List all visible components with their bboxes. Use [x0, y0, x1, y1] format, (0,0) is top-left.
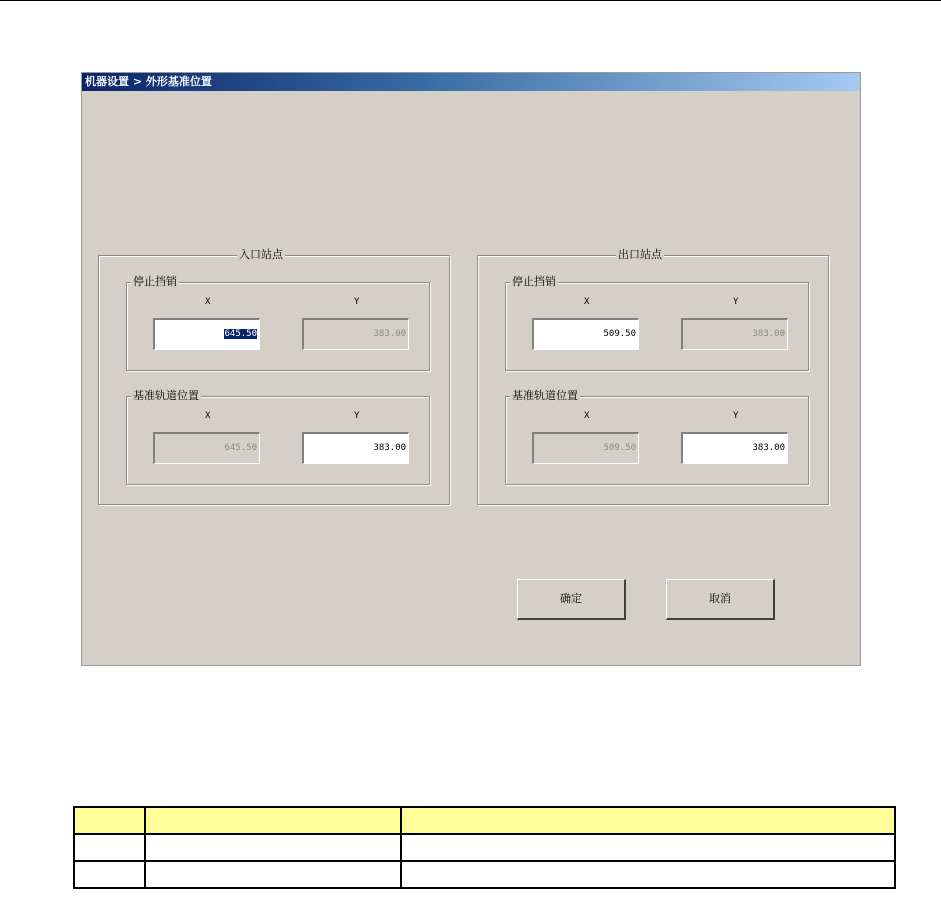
exit-ref-rail-x-input[interactable]: 509.50: [532, 432, 639, 464]
entry-ref-rail-x-label: X: [205, 411, 211, 421]
table-cell: [145, 807, 401, 834]
exit-stop-pin-group: [505, 275, 809, 371]
reference-table: [73, 806, 896, 889]
exit-station-title: 出口站点: [618, 248, 662, 261]
exit-stop-pin-y-label: Y: [733, 297, 739, 307]
table-cell: [401, 861, 895, 888]
entry-stop-pin-y-label: Y: [354, 297, 360, 307]
table-cell: [74, 861, 145, 888]
table-row: [74, 834, 895, 861]
exit-stop-pin-y-input[interactable]: 383.00: [681, 318, 788, 350]
entry-ref-rail-group: [126, 389, 430, 485]
entry-ref-rail-x-input[interactable]: 645.50: [153, 432, 260, 464]
table-cell: [401, 834, 895, 861]
exit-stop-pin-x-input[interactable]: 509.50: [532, 318, 639, 350]
exit-station-group: [477, 248, 829, 505]
entry-stop-pin-y-input[interactable]: 383.00: [302, 318, 409, 350]
entry-station-title: 入口站点: [239, 248, 283, 261]
exit-stop-pin-x-label: X: [584, 297, 590, 307]
entry-ref-rail-y-input[interactable]: 383.00: [302, 432, 409, 464]
entry-ref-rail-title: 基准轨道位置: [133, 389, 199, 402]
table-cell: [145, 834, 401, 861]
cancel-button[interactable]: 取消: [666, 579, 775, 620]
entry-stop-pin-group: [126, 275, 430, 371]
exit-ref-rail-y-input[interactable]: 383.00: [681, 432, 788, 464]
page-top-rule: [0, 0, 941, 1]
table-cell: [74, 834, 145, 861]
exit-ref-rail-group: [505, 389, 809, 485]
exit-ref-rail-title: 基准轨道位置: [512, 389, 578, 402]
entry-stop-pin-x-input[interactable]: 645.50: [153, 318, 260, 350]
exit-ref-rail-x-label: X: [584, 411, 590, 421]
table-cell: [74, 807, 145, 834]
table-row: [74, 861, 895, 888]
settings-dialog: [81, 72, 861, 666]
table-header-row: [74, 807, 895, 834]
entry-station-group: [98, 248, 450, 505]
table-cell: [401, 807, 895, 834]
table-cell: [145, 861, 401, 888]
exit-stop-pin-title: 停止挡销: [512, 275, 556, 288]
entry-stop-pin-x-label: X: [205, 297, 211, 307]
exit-ref-rail-y-label: Y: [733, 411, 739, 421]
dialog-title: 机器设置 > 外形基准位置: [82, 73, 860, 91]
entry-stop-pin-title: 停止挡销: [133, 275, 177, 288]
ok-button[interactable]: 确定: [517, 579, 626, 620]
entry-ref-rail-y-label: Y: [354, 411, 360, 421]
